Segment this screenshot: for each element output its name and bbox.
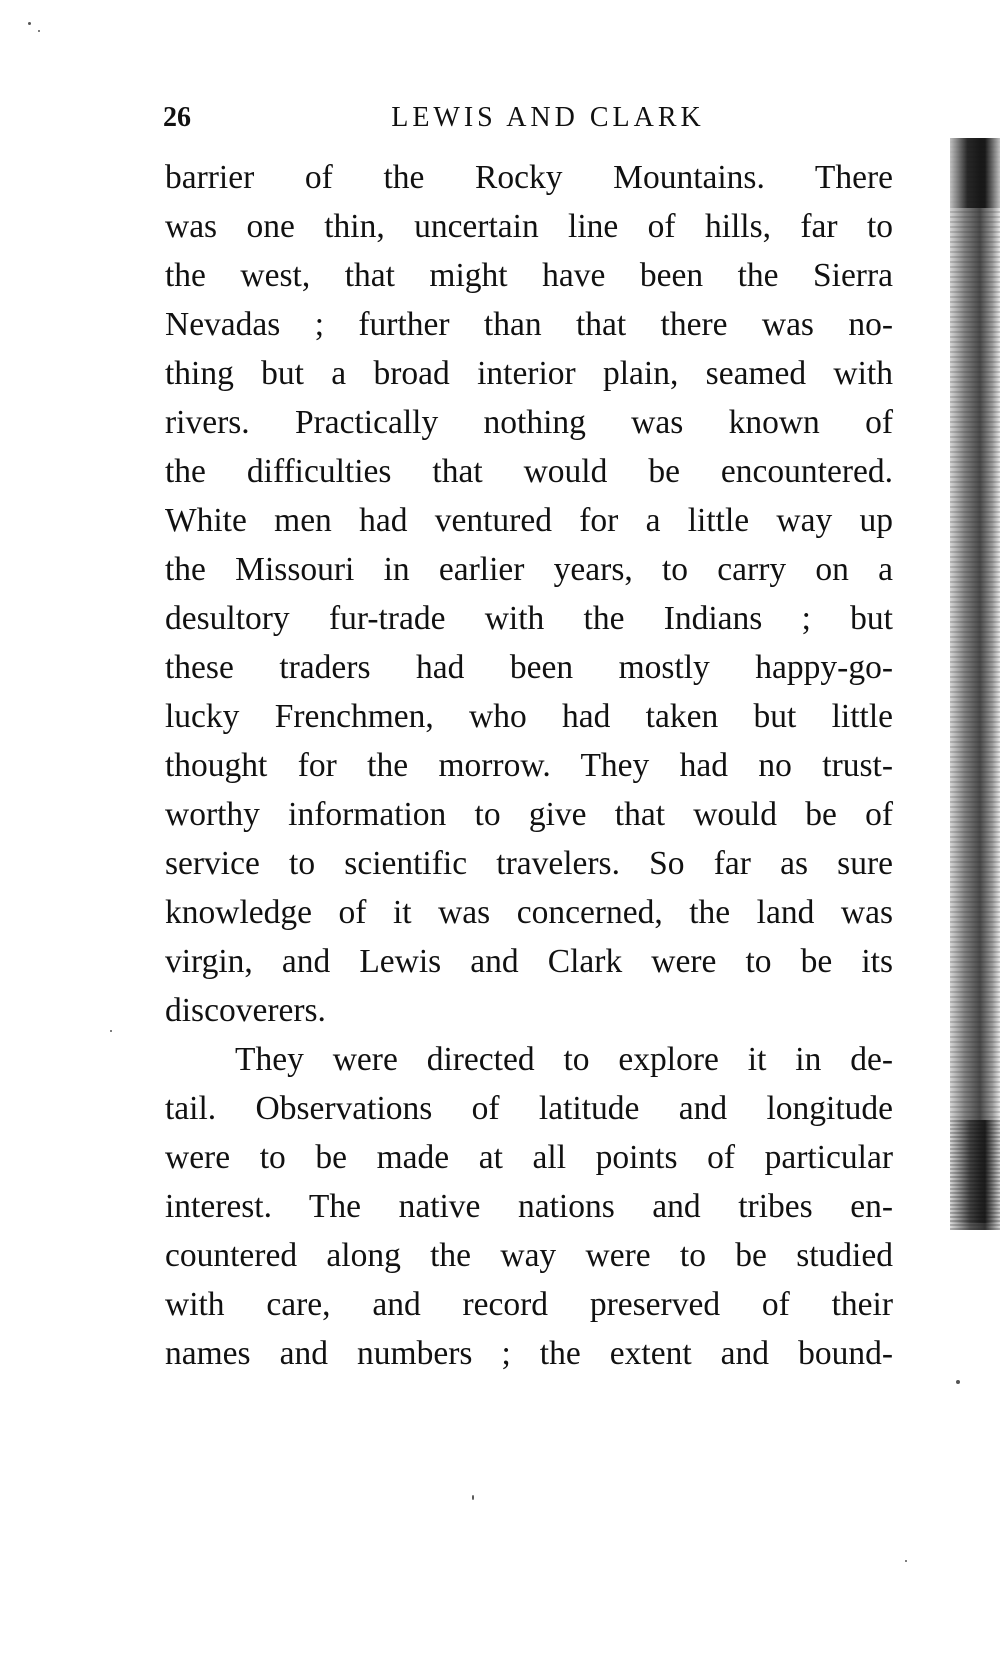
running-title: LEWIS AND CLARK — [391, 102, 705, 133]
text-line: desultory fur-trade with the Indians ; but — [165, 600, 893, 637]
scan-speck — [38, 30, 40, 32]
body-text — [165, 153, 893, 1378]
page-edge-shadow — [950, 138, 1000, 1223]
scan-speck — [472, 1495, 474, 1500]
text-line: lucky Frenchmen, who had taken but little — [165, 698, 893, 735]
text-line: was one thin, uncertain line of hills, far to — [165, 208, 893, 245]
text-line: They were directed to explore it in de- — [235, 1041, 893, 1078]
text-line: thing but a broad interior plain, seamed with — [165, 355, 893, 392]
scan-speck — [110, 1030, 112, 1032]
text-line: the Missouri in earlier years, to carry on a — [165, 551, 893, 588]
text-line: the west, that might have been the Sierra — [165, 257, 893, 294]
text-line: the difficulties that would be encountered. — [165, 453, 893, 490]
scan-speck — [905, 1560, 907, 1562]
text-line: names and numbers ; the extent and bound- — [165, 1335, 893, 1372]
text-line: rivers. Practically nothing was known of — [165, 404, 893, 441]
page-edge-shadow-bottom — [950, 1120, 1000, 1230]
page-edge-shadow-top — [950, 138, 1000, 208]
text-line: Nevadas ; further than that there was no- — [165, 306, 893, 343]
page-header — [163, 98, 893, 138]
text-line: thought for the morrow. They had no trust- — [165, 747, 893, 784]
text-line: discoverers. — [165, 992, 326, 1029]
text-line: worthy information to give that would be of — [165, 796, 893, 833]
text-line: tail. Observations of latitude and longitude — [165, 1090, 893, 1127]
text-line: these traders had been mostly happy-go- — [165, 649, 893, 686]
text-line: virgin, and Lewis and Clark were to be its — [165, 943, 893, 980]
text-line: were to be made at all points of particular — [165, 1139, 893, 1176]
text-line: with care, and record preserved of their — [165, 1286, 893, 1323]
text-line: barrier of the Rocky Mountains. There — [165, 159, 893, 196]
page-number: 26 — [163, 102, 191, 133]
text-line: interest. The native nations and tribes en- — [165, 1188, 893, 1225]
text-line: countered along the way were to be studied — [165, 1237, 893, 1274]
text-line: service to scientific travelers. So far as sure — [165, 845, 893, 882]
text-line: knowledge of it was concerned, the land was — [165, 894, 893, 931]
scan-speck — [956, 1380, 960, 1384]
text-line: White men had ventured for a little way up — [165, 502, 893, 539]
scan-speck — [28, 22, 31, 25]
